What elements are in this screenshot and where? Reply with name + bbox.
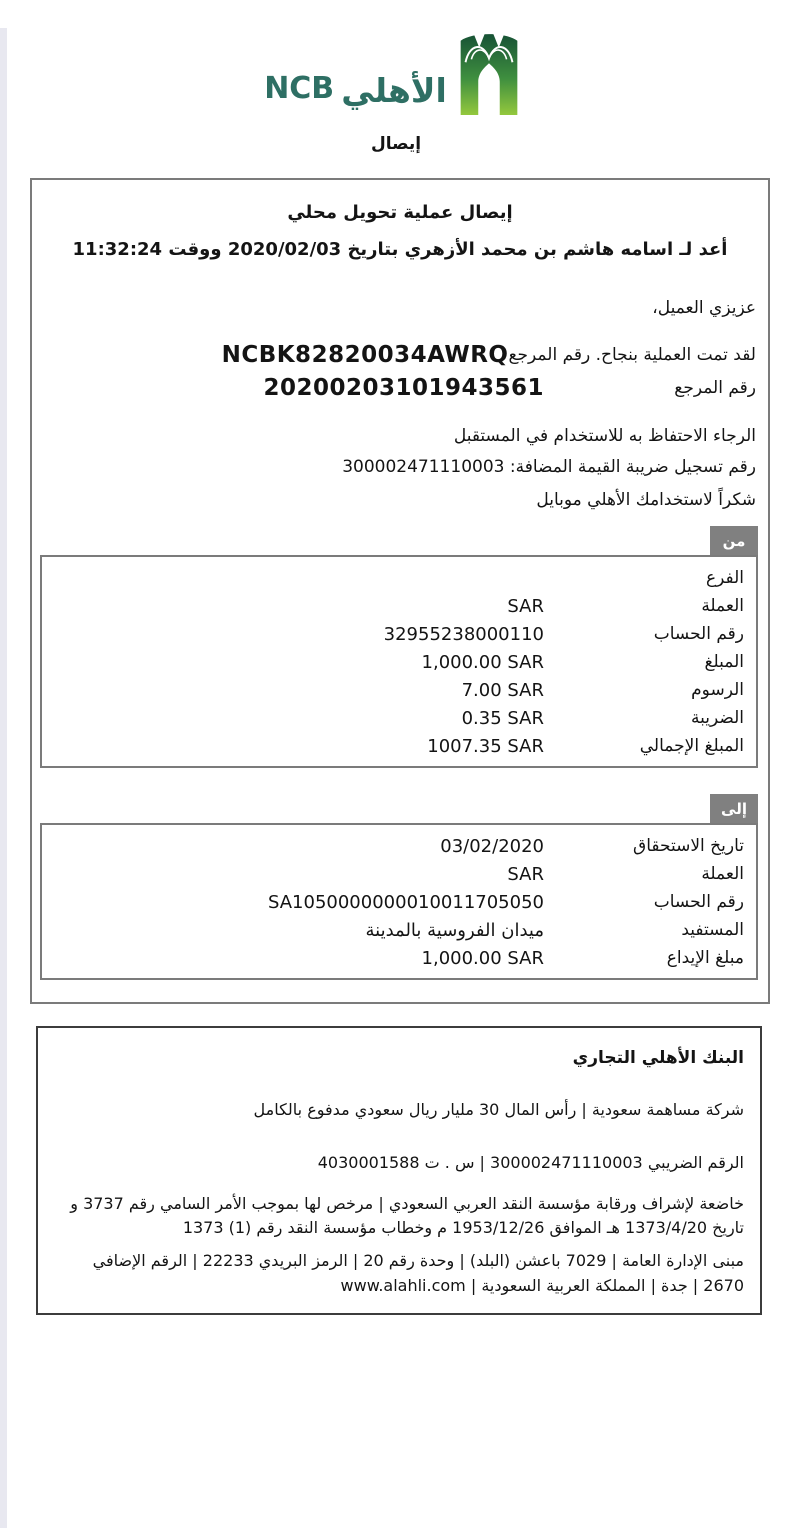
reference-number-value: 20200203101943561 [263,374,544,401]
receipt-title: إيصال عملية تحويل محلي [287,202,513,223]
row-label: رقم الحساب [653,892,744,912]
receipt-label: إيصال [370,134,422,154]
row-value: 7.00 SAR [461,679,544,701]
table-row [42,944,756,972]
reference-row [44,338,756,371]
ncb-arch-logo-icon [454,30,524,116]
row-label: رقم الحساب [653,624,744,644]
row-label: العملة [701,864,744,884]
from-section-tab: من [710,526,758,555]
tax-cr-line: الرقم الضريبي 300002471110003 | س . ت 4030001588 [317,1152,744,1172]
screen-edge-strip [0,28,7,1528]
row-label: الضريبة [690,708,744,728]
table-row [42,704,756,732]
table-row [42,860,756,888]
row-value: 0.35 SAR [461,707,544,729]
keep-for-future-note: الرجاء الاحتفاظ به للاستخدام في المستقبل [453,426,756,446]
table-row [42,648,756,676]
regulation-license-line: خاضعة لإشراف ورقابة مؤسسة النقد العربي السعودي | مرخص لها بموجب الأمر السامي رقم 3737 و تاريخ 1373/4/20 هـ الموافق 1953/12/26 م وخطاب مؤسسة النقد رقم (1) 1373 [70,1193,744,1238]
row-value: SAR [507,595,544,617]
table-row [42,732,756,760]
bank-name-ar: الأهلي [341,71,447,110]
table-row [42,832,756,860]
company-capital-line: شركة مساهمة سعودية | رأس المال 30 مليار ريال سعودي مدفوع بالكامل [253,1100,744,1119]
row-label: مبلغ الإيداع [666,948,744,968]
table-row [42,620,756,648]
transaction-reference-value: NCBK82820034AWRQ [221,341,509,368]
row-label: المستفيد [681,920,744,940]
address-website-line: مبنى الإدارة العامة | 7029 باعشن (البلد) | وحدة رقم 20 | الرمز البريدي 22233 | الرقم الإضافي 2670 | جدة | المملكة العربية السعودية | www.alahli.com [92,1251,744,1295]
row-label: الفرع [705,568,744,588]
row-value: 03/02/2020 [440,835,544,857]
row-label: المبلغ الإجمالي [639,736,744,756]
table-row [42,916,756,944]
row-label: المبلغ [704,652,744,672]
bank-logo-header [0,28,800,154]
from-table [40,555,758,768]
bank-full-name: البنك الأهلي التجاري [572,1048,744,1068]
row-value: 1,000.00 SAR [421,651,544,673]
row-value: SA1050000000010011705050 [267,891,544,913]
row-label: العملة [701,596,744,616]
to-table [40,823,758,980]
row-value: 1007.35 SAR [427,735,544,757]
table-row [42,888,756,916]
vat-registration-line: رقم تسجيل ضريبة القيمة المضافة: 300002471110003 [342,457,756,477]
reference-number-label: رقم المرجع [674,377,756,398]
table-row [42,564,756,592]
reference-row [44,371,756,404]
row-value: 32955238000110 [383,623,544,645]
row-label: الرسوم [691,680,744,700]
row-value: SAR [507,863,544,885]
customer-greeting: عزيزي العميل، [652,298,756,318]
success-reference-label: لقد تمت العملية بنجاح. رقم المرجع [508,344,756,365]
row-value: ميدان الفروسية بالمدينة [365,919,544,941]
receipt-body-box [30,178,770,1004]
table-row [42,592,756,620]
row-label: تاريخ الاستحقاق [633,836,744,856]
to-section-tab: إلى [710,794,758,823]
bank-legal-footer [36,1026,762,1315]
prepared-for-line: أعد لـ اسامه هاشم بن محمد الأزهري بتاريخ 2020/02/03 ووقت 11:32:24 [72,239,728,260]
bank-name-en: NCB [264,71,335,106]
row-value: 1,000.00 SAR [421,947,544,969]
thanks-line: شكراً لاستخدامك الأهلي موبايل [536,490,756,510]
table-row [42,676,756,704]
bank-logo [0,28,794,116]
